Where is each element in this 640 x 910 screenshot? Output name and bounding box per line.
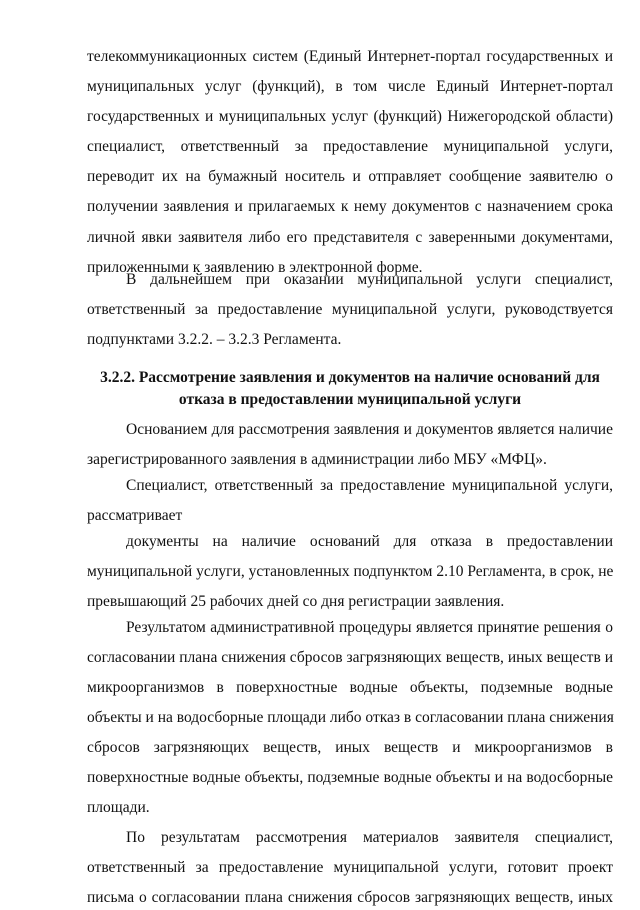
text-line: Результатом административной процедуры является принятие решения о bbox=[126, 619, 613, 636]
text-line: согласовании плана снижения сбросов загрязняющих веществ, иных веществ и bbox=[87, 649, 613, 666]
text-line: Специалист, ответственный за предоставление муниципальной услуги, bbox=[126, 477, 613, 494]
text-line: площади. bbox=[87, 799, 150, 816]
text-line: микроорганизмов в поверхностные водные объекты, подземные водные bbox=[87, 679, 613, 696]
text-line: поверхностные водные объекты, подземные водные объекты и на водосборные bbox=[87, 769, 613, 786]
text-line: переводит их на бумажный носитель и отправляет сообщение заявителю о bbox=[87, 168, 613, 185]
text-line: В дальнейшем при оказании муниципальной услуги специалист, bbox=[126, 271, 613, 288]
text-line: Основанием для рассмотрения заявления и документов является наличие bbox=[126, 421, 613, 438]
text-line: ответственный за предоставление муниципальной услуги, готовит проект bbox=[87, 859, 613, 876]
text-line: письма о согласовании плана снижения сбросов загрязняющих веществ, иных bbox=[87, 889, 613, 906]
section-heading: 3.2.2. Рассмотрение заявления и документов на наличие оснований для bbox=[100, 369, 600, 386]
text-line: получении заявления и прилагаемых к нему документов с назначением срока bbox=[87, 198, 613, 215]
text-line: муниципальной услуги, установленных подпунктом 2.10 Регламента, в срок, не bbox=[87, 563, 614, 580]
text-line: По результатам рассмотрения материалов заявителя специалист, bbox=[126, 829, 613, 846]
text-line: рассматривает bbox=[87, 507, 183, 524]
text-line: превышающий 25 рабочих дней со дня регистрации заявления. bbox=[87, 593, 505, 610]
text-line: приложенными к заявлению в электронной форме. bbox=[87, 259, 423, 276]
text-line: подпунктами 3.2.2. – 3.2.3 Регламента. bbox=[87, 331, 342, 348]
text-line: сбросов загрязняющих веществ, иных веществ и микроорганизмов в bbox=[87, 739, 613, 756]
text-line: муниципальных услуг (функций), в том числе Единый Интернет-портал bbox=[87, 78, 613, 95]
text-line: личной явки заявителя либо его представителя с заверенными документами, bbox=[87, 229, 613, 246]
text-line: зарегистрированного заявления в администрации либо МБУ «МФЦ». bbox=[87, 451, 547, 468]
text-line: документы на наличие оснований для отказа в предоставлении bbox=[126, 533, 613, 550]
text-line: телекоммуникационных систем (Единый Интернет-портал государственных и bbox=[87, 48, 613, 65]
text-line: ответственный за предоставление муниципальной услуги, руководствуется bbox=[87, 301, 613, 318]
text-line: объекты и на водосборные площади либо отказ в согласовании плана снижения bbox=[87, 709, 614, 726]
text-line: специалист, ответственный за предоставление муниципальной услуги, bbox=[87, 138, 613, 155]
text-line: государственных и муниципальных услуг (функций) Нижегородской области) bbox=[87, 108, 613, 125]
section-heading: отказа в предоставлении муниципальной услуги bbox=[178, 391, 522, 408]
